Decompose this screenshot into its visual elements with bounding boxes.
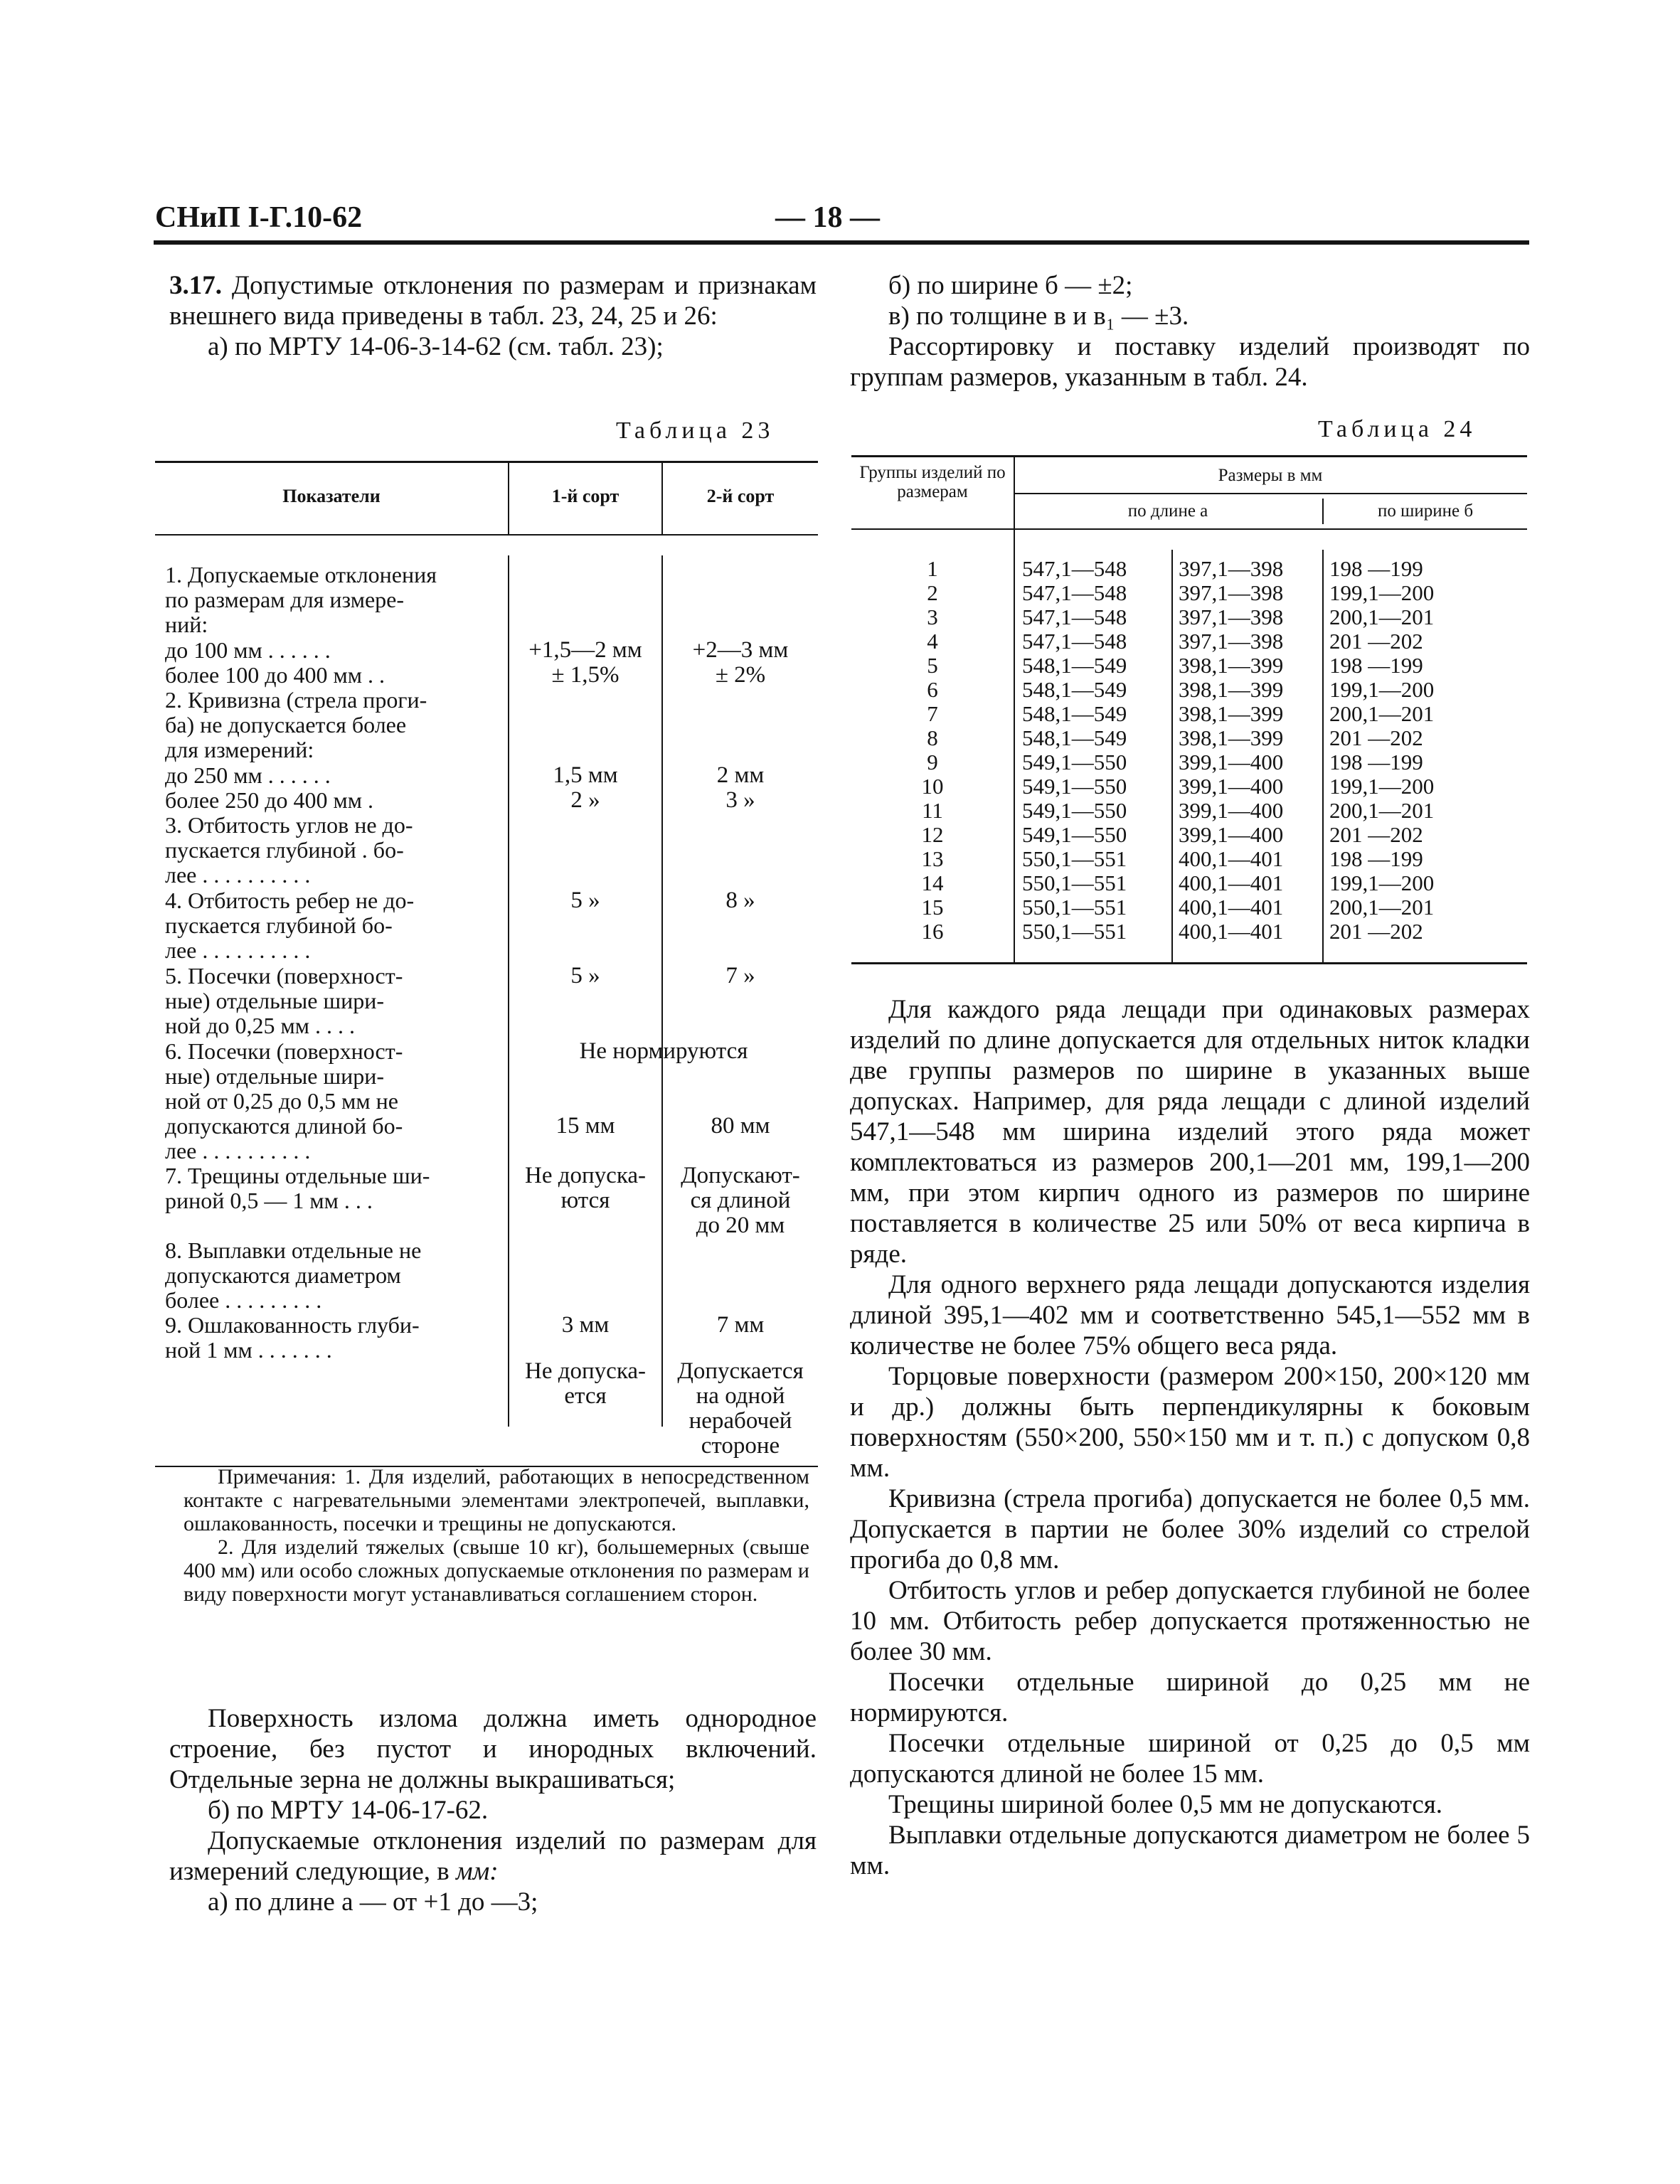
table23-notes bbox=[184, 1465, 809, 1606]
length-range: 398,1—399 bbox=[1179, 701, 1284, 726]
indicator-line: для измерений: bbox=[165, 737, 314, 762]
indicator-13 bbox=[165, 1313, 506, 1363]
indicator-line: 2. Кривизна (стрела проги- bbox=[165, 687, 427, 713]
header-indicators: Показатели bbox=[282, 486, 381, 506]
indicator-line: ные) отдельные шири- bbox=[165, 1063, 385, 1089]
header-sizes: Размеры в мм bbox=[1218, 466, 1323, 485]
group-number: 7 bbox=[927, 701, 938, 726]
allowed-deviations-paragraph bbox=[169, 1826, 817, 1887]
length-range: 547,1—548 bbox=[1022, 580, 1127, 605]
group-number: 2 bbox=[927, 580, 938, 605]
indicator-line: 8. Выплавки отдельные не bbox=[165, 1237, 422, 1263]
item-b-mrtu: б) по МРТУ 14-06-17-62. bbox=[208, 1796, 489, 1825]
value-line: Допускается bbox=[677, 1358, 804, 1384]
header-grade-2: 2-й сорт bbox=[706, 486, 775, 506]
section-text: Допустимые отклонения по размерам и признакам внешнего вида приведены в табл. 23, 24, 25 и 26: bbox=[169, 271, 817, 331]
width-range: 201 —202 bbox=[1329, 725, 1423, 750]
indicator-line: 7. Трещины отдельные ши- bbox=[165, 1163, 430, 1188]
group-number: 12 bbox=[921, 822, 944, 847]
value-line: стороне bbox=[701, 1433, 780, 1459]
width-range: 198 —199 bbox=[1329, 846, 1423, 871]
document-code: СНиП I-Г.10-62 bbox=[155, 201, 363, 234]
value-line: 15 мм bbox=[555, 1113, 615, 1139]
value-grade-2 bbox=[663, 763, 818, 788]
indicator-10 bbox=[165, 1039, 506, 1163]
indicator-5 bbox=[165, 763, 506, 788]
table23-caption: Таблица 23 bbox=[616, 417, 775, 444]
group-number: 5 bbox=[927, 653, 938, 678]
right-paragraph: Отбитость углов и ребер допускается глубиной не более 10 мм. Отбитость ребер допускается протяженностью не более 30 мм. bbox=[850, 1576, 1530, 1666]
length-range: 398,1—399 bbox=[1179, 653, 1284, 678]
indicator-line: 4. Отбитость ребер не до- bbox=[165, 888, 415, 913]
length-range: 400,1—401 bbox=[1179, 846, 1284, 871]
width-range: 200,1—201 bbox=[1329, 604, 1435, 629]
indicator-2 bbox=[165, 638, 506, 663]
length-range: 549,1—550 bbox=[1022, 798, 1127, 823]
value-line: 1,5 мм bbox=[553, 762, 618, 788]
value-line: Не допуска- bbox=[525, 1163, 646, 1188]
width-range: 199,1—200 bbox=[1329, 677, 1435, 702]
value-grade-2 bbox=[663, 1359, 818, 1459]
indicator-line: 9. Ошлакованность глуби- bbox=[165, 1312, 420, 1338]
group-number: 1 bbox=[927, 556, 938, 581]
header-length: по длине а bbox=[1127, 501, 1208, 521]
value-line: 7 » bbox=[725, 963, 755, 989]
value-line: до 20 мм bbox=[696, 1213, 785, 1238]
header-size-groups: Группы изделий по размерам bbox=[859, 463, 1006, 501]
group-number: 11 bbox=[922, 798, 943, 823]
right-paragraph: Для одного верхнего ряда лещади допускаются изделия длиной 395,1—402 мм и соответственно 545,1—552 мм в количестве не более 75% общего веса ряда. bbox=[850, 1270, 1530, 1360]
indicator-line: риной 0,5 — 1 мм . . . bbox=[165, 1188, 373, 1213]
value-grade-2 bbox=[663, 1163, 818, 1238]
right-paragraph: Выплавки отдельные допускаются диаметром не более 5 мм. bbox=[850, 1821, 1530, 1880]
indicator-1 bbox=[165, 563, 506, 637]
value-grade-2 bbox=[663, 663, 818, 688]
left-column-intro bbox=[169, 270, 817, 362]
group-number: 10 bbox=[921, 774, 944, 799]
group-number: 14 bbox=[921, 870, 944, 895]
item-b-width: б) по ширине б — ±2; bbox=[888, 271, 1133, 300]
sorting-paragraph: Рассортировку и поставку изделий производят по группам размеров, указанным в табл. 24. bbox=[850, 332, 1530, 392]
length-range: 400,1—401 bbox=[1179, 895, 1284, 920]
length-range: 400,1—401 bbox=[1179, 919, 1284, 944]
length-range: 548,1—549 bbox=[1022, 725, 1127, 750]
item-a-length: а) по длине а — от +1 до —3; bbox=[208, 1887, 538, 1917]
length-range: 547,1—548 bbox=[1022, 629, 1127, 654]
page-number: — 18 — bbox=[775, 201, 880, 234]
length-range: 549,1—550 bbox=[1022, 750, 1127, 774]
value-grade-1 bbox=[509, 1313, 661, 1338]
table-23 bbox=[155, 461, 818, 1467]
note-1: Примечания: 1. Для изделий, работающих в непосредственном контакте с нагревательными элементами электропечей, выплавки, ошлакованность, посечки и трещины не допускаются. bbox=[184, 1465, 809, 1535]
value-line: ся длиной bbox=[690, 1188, 791, 1213]
right-column-paragraphs bbox=[850, 994, 1530, 1881]
right-paragraph: Трещины шириной более 0,5 мм не допускаются. bbox=[888, 1790, 1443, 1819]
width-range: 201 —202 bbox=[1329, 919, 1423, 944]
length-range: 548,1—549 bbox=[1022, 677, 1127, 702]
length-range: 400,1—401 bbox=[1179, 870, 1284, 895]
indicator-line: более . . . . . . . . . bbox=[165, 1287, 322, 1313]
value-grade-2 bbox=[663, 1114, 818, 1139]
width-range: 199,1—200 bbox=[1329, 580, 1435, 605]
indicator-line: более 250 до 400 мм . bbox=[165, 787, 374, 813]
value-grade-1 bbox=[509, 788, 661, 813]
header-width: по ширине б bbox=[1377, 501, 1474, 521]
value-merged: Не нормируются bbox=[579, 1038, 748, 1064]
length-range: 547,1—548 bbox=[1022, 604, 1127, 629]
value-grade-1 bbox=[509, 638, 661, 663]
value-grade-1 bbox=[509, 964, 661, 989]
fracture-surface-paragraph: Поверхность излома должна иметь однородное строение, без пустот и инородных включений. Отдельные зерна не должны выкрашиваться; bbox=[169, 1704, 817, 1794]
indicator-line: лее . . . . . . . . . . bbox=[165, 1138, 311, 1163]
indicator-12 bbox=[165, 1238, 506, 1313]
group-number: 8 bbox=[927, 725, 938, 750]
indicator-4 bbox=[165, 688, 506, 762]
length-range: 550,1—551 bbox=[1022, 870, 1127, 895]
length-range: 547,1—548 bbox=[1022, 556, 1127, 581]
value-line: Не допуска- bbox=[525, 1358, 646, 1384]
indicator-line: ной до 0,25 мм . . . . bbox=[165, 1013, 356, 1038]
value-line: 8 » bbox=[725, 888, 755, 913]
right-paragraph: Торцовые поверхности (размером 200×150, 200×120 мм и др.) должны быть перпендикулярны к боковым поверхностям (550×200, 550×150 мм и т. п.) с допуском 0,8 мм. bbox=[850, 1362, 1530, 1483]
width-range: 198 —199 bbox=[1329, 653, 1423, 678]
length-range: 550,1—551 bbox=[1022, 895, 1127, 920]
value-line: ется bbox=[564, 1383, 607, 1409]
header-grade-1: 1-й сорт bbox=[551, 486, 620, 506]
section-3-17 bbox=[169, 270, 817, 331]
length-range: 399,1—400 bbox=[1179, 822, 1284, 847]
value-grade-1 bbox=[509, 763, 661, 788]
indicator-9 bbox=[165, 964, 506, 1038]
length-range: 550,1—551 bbox=[1022, 846, 1127, 871]
width-range: 199,1—200 bbox=[1329, 774, 1435, 799]
length-range: 397,1—398 bbox=[1179, 580, 1284, 605]
indicator-3 bbox=[165, 663, 506, 688]
indicator-line: лее . . . . . . . . . . bbox=[165, 862, 311, 888]
indicator-line: до 100 мм . . . . . . bbox=[165, 637, 331, 663]
value-grade-2 bbox=[663, 638, 818, 663]
item-a-mrtu: а) по МРТУ 14-06-3-14-62 (см. табл. 23); bbox=[208, 332, 664, 361]
group-number: 9 bbox=[927, 750, 938, 774]
indicator-line: пускается глубиной бо- bbox=[165, 912, 393, 938]
length-range: 549,1—550 bbox=[1022, 822, 1127, 847]
indicator-line: по размерам для измере- bbox=[165, 587, 405, 612]
value-line: ± 1,5% bbox=[551, 662, 620, 688]
width-range: 199,1—200 bbox=[1329, 870, 1435, 895]
left-column-after bbox=[169, 1703, 817, 1917]
indicator-line: лее . . . . . . . . . . bbox=[165, 937, 311, 963]
value-line: 7 мм bbox=[716, 1312, 765, 1338]
right-paragraph: Посечки отдельные шириной от 0,25 до 0,5 мм допускаются длиной не более 15 мм. bbox=[850, 1729, 1530, 1789]
value-grade-2 bbox=[663, 964, 818, 989]
value-line: 80 мм bbox=[711, 1113, 770, 1139]
width-range: 198 —199 bbox=[1329, 750, 1423, 774]
indicator-line: допускаются диаметром bbox=[165, 1262, 401, 1288]
width-range: 200,1—201 bbox=[1329, 895, 1435, 920]
length-range: 397,1—398 bbox=[1179, 604, 1284, 629]
value-grade-1 bbox=[509, 888, 661, 913]
length-range: 398,1—399 bbox=[1179, 725, 1284, 750]
value-line: нерабочей bbox=[689, 1408, 792, 1434]
value-line: Допускают- bbox=[681, 1163, 800, 1188]
group-number: 15 bbox=[921, 895, 944, 920]
indicator-line: 1. Допускаемые отклонения bbox=[165, 562, 437, 587]
note-2: 2. Для изделий тяжелых (свыше 10 кг), большемерных (свыше 400 мм) или особо сложных допускаемые отклонения по размерам и виду поверхности могут устанавливаться соглашением сторон. bbox=[184, 1535, 809, 1606]
allowed-deviations-text: Допускаемые отклонения изделий по размерам для измерений следующие, в bbox=[169, 1826, 817, 1886]
allowed-deviations-unit: мм: bbox=[456, 1857, 499, 1886]
length-range: 398,1—399 bbox=[1179, 677, 1284, 702]
value-grade-1 bbox=[509, 1114, 661, 1139]
value-line: на одной bbox=[696, 1383, 785, 1409]
right-paragraph: Посечки отдельные шириной до 0,25 мм не нормируются. bbox=[850, 1668, 1530, 1727]
group-number: 6 bbox=[927, 677, 938, 702]
item-v-thickness: в) по толщине в и в₁ — ±3. bbox=[888, 302, 1189, 331]
indicator-line: ний: bbox=[165, 612, 208, 637]
indicator-line: ные) отдельные шири- bbox=[165, 988, 385, 1013]
indicator-line: 6. Посечки (поверхност- bbox=[165, 1038, 403, 1064]
indicator-6 bbox=[165, 788, 506, 813]
indicator-line: ной 1 мм . . . . . . . bbox=[165, 1337, 332, 1363]
indicator-line: допускаются длиной бо- bbox=[165, 1113, 403, 1139]
group-number: 16 bbox=[921, 919, 944, 944]
value-line: 5 » bbox=[570, 888, 600, 913]
group-number: 4 bbox=[927, 629, 938, 654]
length-range: 399,1—400 bbox=[1179, 774, 1284, 799]
length-range: 549,1—550 bbox=[1022, 774, 1127, 799]
value-grade-2 bbox=[663, 788, 818, 813]
value-line: 2 » bbox=[570, 787, 600, 813]
value-line: 2 мм bbox=[716, 762, 765, 788]
length-range: 550,1—551 bbox=[1022, 919, 1127, 944]
width-range: 201 —202 bbox=[1329, 629, 1423, 654]
header-rule bbox=[154, 240, 1529, 245]
length-range: 397,1—398 bbox=[1179, 556, 1284, 581]
length-range: 548,1—549 bbox=[1022, 653, 1127, 678]
right-paragraph: Кривизна (стрела прогиба) допускается не более 0,5 мм. Допускается в партии не более 30% изделий со стрелой прогиба до 0,8 мм. bbox=[850, 1484, 1530, 1575]
indicator-line: 5. Посечки (поверхност- bbox=[165, 963, 403, 989]
right-paragraph: Для каждого ряда лещади при одинаковых размерах изделий по длине допускается для отдельных ниток кладки две группы размеров по ширине в указанных выше допусках. Например, для ряда лещади с длиной изделий 547,1—548 мм ширина изделий этого ряда может комплектоваться из размеров 200,1—201 мм, 199,1—200 мм, при этом кирпич одного из размеров по ширине поставляется в количестве 25 или 50% от веса кирпича в ряде. bbox=[850, 995, 1530, 1269]
value-line: ются bbox=[560, 1188, 610, 1213]
width-range: 198 —199 bbox=[1329, 556, 1423, 581]
indicator-11 bbox=[165, 1163, 506, 1213]
width-range: 200,1—201 bbox=[1329, 701, 1435, 726]
length-range: 399,1—400 bbox=[1179, 798, 1284, 823]
indicator-line: ба) не допускается более bbox=[165, 712, 407, 737]
indicator-line: пускается глубиной . бо- bbox=[165, 837, 404, 863]
table24-caption: Таблица 24 bbox=[1318, 416, 1477, 442]
value-line: 3 » bbox=[725, 787, 755, 813]
section-number: 3.17. bbox=[169, 271, 222, 300]
width-range: 200,1—201 bbox=[1329, 798, 1435, 823]
indicator-8 bbox=[165, 888, 506, 963]
value-line: +2—3 мм bbox=[692, 637, 789, 663]
width-range: 201 —202 bbox=[1329, 822, 1423, 847]
value-grade-2 bbox=[663, 1313, 818, 1338]
value-line: 3 мм bbox=[561, 1312, 610, 1338]
indicator-line: 3. Отбитость углов не до- bbox=[165, 812, 413, 838]
value-grade-1 bbox=[509, 663, 661, 688]
length-range: 397,1—398 bbox=[1179, 629, 1284, 654]
group-number: 3 bbox=[927, 604, 938, 629]
indicator-line: до 250 мм . . . . . . bbox=[165, 762, 331, 788]
indicator-line: более 100 до 400 мм . . bbox=[165, 662, 386, 688]
table-24 bbox=[851, 455, 1527, 964]
indicator-7 bbox=[165, 813, 506, 888]
indicator-line: ной от 0,25 до 0,5 мм не bbox=[165, 1088, 398, 1114]
right-column-top bbox=[850, 270, 1530, 393]
value-grade-1 bbox=[509, 1163, 661, 1213]
value-line: ± 2% bbox=[715, 662, 766, 688]
length-range: 548,1—549 bbox=[1022, 701, 1127, 726]
value-grade-1 bbox=[509, 1359, 661, 1409]
group-number: 13 bbox=[921, 846, 944, 871]
value-grade-2 bbox=[663, 888, 818, 913]
value-line: 5 » bbox=[570, 963, 600, 989]
value-line: +1,5—2 мм bbox=[528, 637, 642, 663]
length-range: 399,1—400 bbox=[1179, 750, 1284, 774]
